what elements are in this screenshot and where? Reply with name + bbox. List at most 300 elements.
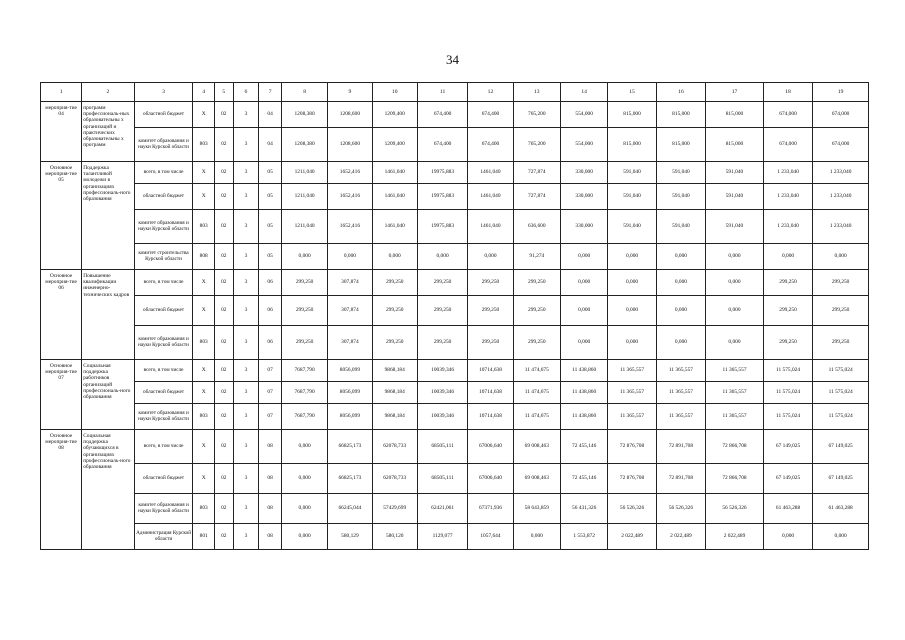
value-cell: 19975,883 — [417, 210, 467, 244]
measure-name: программ профессиональ-ных образовательны х организаций и практических образовательны х программ — [82, 102, 135, 162]
value-cell: 591,040 — [608, 162, 656, 184]
value-cell: 66825,173 — [328, 464, 372, 494]
funding-source: областной бюджет — [134, 184, 193, 210]
value-cell: 591,040 — [706, 162, 764, 184]
column-header: 1 — [41, 83, 82, 102]
value-cell: 1 233,040 — [763, 162, 812, 184]
value-cell: 299,250 — [372, 270, 417, 296]
value-cell: 765,200 — [513, 102, 560, 128]
column-header: 19 — [813, 83, 869, 102]
value-cell: 3 — [233, 162, 259, 184]
funding-source: всего, в том числе — [134, 270, 193, 296]
value-cell: 67 149,025 — [813, 430, 869, 464]
value-cell: 9868,184 — [372, 382, 417, 404]
value-cell: 0,000 — [281, 464, 327, 494]
value-cell: 72 876,708 — [608, 464, 656, 494]
column-header: 15 — [608, 83, 656, 102]
value-cell: 330,000 — [560, 162, 607, 184]
value-cell: 1652,416 — [328, 184, 372, 210]
value-cell: 815,000 — [656, 102, 705, 128]
value-cell: 299,250 — [417, 296, 467, 326]
value-cell: 61 463,288 — [813, 494, 869, 524]
value-cell: 7687,790 — [281, 382, 327, 404]
value-cell: 307,874 — [328, 326, 372, 360]
table-row — [41, 360, 869, 382]
value-cell: 0,000 — [608, 326, 656, 360]
value-cell: 0,000 — [281, 494, 327, 524]
value-cell: 1461,040 — [468, 210, 513, 244]
value-cell: 1211,040 — [281, 210, 327, 244]
value-cell: 0,000 — [706, 270, 764, 296]
value-cell: 3 — [233, 382, 259, 404]
value-cell: 72 891,708 — [656, 464, 705, 494]
value-cell: 0,000 — [513, 524, 560, 550]
value-cell: 3 — [233, 404, 259, 430]
value-cell: 08 — [259, 494, 282, 524]
header-row — [41, 83, 869, 102]
value-cell: 591,040 — [608, 210, 656, 244]
value-cell: 299,250 — [417, 270, 467, 296]
value-cell: 554,000 — [560, 102, 607, 128]
column-header: 3 — [134, 83, 193, 102]
value-cell: 02 — [215, 102, 234, 128]
value-cell: 3 — [233, 184, 259, 210]
value-cell: 815,000 — [706, 128, 764, 162]
value-cell: 56 526,326 — [608, 494, 656, 524]
value-cell: X — [193, 296, 215, 326]
value-cell: 591,040 — [656, 162, 705, 184]
column-header: 11 — [417, 83, 467, 102]
value-cell: 0,000 — [372, 244, 417, 270]
column-header: 5 — [215, 83, 234, 102]
value-cell: 66825,173 — [328, 430, 372, 464]
value-cell: 11 575,024 — [763, 360, 812, 382]
value-cell: 674,000 — [763, 128, 812, 162]
value-cell: 2 022,489 — [608, 524, 656, 550]
value-cell: 3 — [233, 102, 259, 128]
value-cell: 299,250 — [468, 270, 513, 296]
value-cell: 0,000 — [706, 326, 764, 360]
value-cell: 330,000 — [560, 184, 607, 210]
value-cell: 11 474,675 — [513, 404, 560, 430]
table-row — [41, 102, 869, 128]
table-row — [41, 244, 869, 270]
value-cell: 02 — [215, 360, 234, 382]
value-cell: 674,400 — [468, 102, 513, 128]
value-cell: 803 — [193, 210, 215, 244]
value-cell: 2 022,489 — [706, 524, 764, 550]
value-cell: 554,000 — [560, 128, 607, 162]
column-header: 9 — [328, 83, 372, 102]
value-cell: 56 526,326 — [656, 494, 705, 524]
value-cell: 67006,640 — [468, 464, 513, 494]
value-cell: 11 365,557 — [656, 404, 705, 430]
value-cell: 02 — [215, 270, 234, 296]
value-cell: 299,250 — [281, 296, 327, 326]
value-cell: 11 474,675 — [513, 382, 560, 404]
value-cell: 299,250 — [813, 296, 869, 326]
value-cell: 765,200 — [513, 128, 560, 162]
value-cell: 68505,111 — [417, 430, 467, 464]
value-cell: 299,250 — [813, 270, 869, 296]
value-cell: 07 — [259, 382, 282, 404]
value-cell: X — [193, 162, 215, 184]
value-cell: 299,250 — [417, 326, 467, 360]
value-cell: 08 — [259, 430, 282, 464]
value-cell: 1652,416 — [328, 210, 372, 244]
table-row — [41, 162, 869, 184]
value-cell: 1 233,040 — [763, 210, 812, 244]
value-cell: 8056,099 — [328, 404, 372, 430]
value-cell: 11 575,024 — [763, 404, 812, 430]
value-cell: 1208,380 — [281, 102, 327, 128]
value-cell: 1461,040 — [468, 162, 513, 184]
funding-source: областной бюджет — [134, 102, 193, 128]
value-cell: 1208,600 — [328, 102, 372, 128]
value-cell: 62078,733 — [372, 464, 417, 494]
value-cell: 307,874 — [328, 296, 372, 326]
value-cell: 299,250 — [281, 326, 327, 360]
value-cell: 67006,640 — [468, 430, 513, 464]
value-cell: 10039,346 — [417, 404, 467, 430]
value-cell: X — [193, 102, 215, 128]
value-cell: 1211,040 — [281, 184, 327, 210]
value-cell: 727,874 — [513, 162, 560, 184]
funding-source: Администрация Курской области — [134, 524, 193, 550]
value-cell: 02 — [215, 464, 234, 494]
value-cell: 674,000 — [813, 102, 869, 128]
value-cell: 11 365,557 — [656, 382, 705, 404]
table-row — [41, 382, 869, 404]
value-cell: 11 438,860 — [560, 404, 607, 430]
value-cell: X — [193, 270, 215, 296]
value-cell: 0,000 — [706, 244, 764, 270]
value-cell: 08 — [259, 464, 282, 494]
value-cell: 02 — [215, 430, 234, 464]
value-cell: 1652,416 — [328, 162, 372, 184]
value-cell: 0,000 — [560, 296, 607, 326]
value-cell: 02 — [215, 524, 234, 550]
value-cell: 1 233,040 — [813, 210, 869, 244]
value-cell: 11 575,024 — [763, 382, 812, 404]
value-cell: 727,874 — [513, 184, 560, 210]
funding-source: всего, в том числе — [134, 162, 193, 184]
value-cell: 299,250 — [763, 326, 812, 360]
value-cell: 69 008,463 — [513, 464, 560, 494]
value-cell: 815,000 — [656, 128, 705, 162]
value-cell: 3 — [233, 360, 259, 382]
value-cell: 02 — [215, 382, 234, 404]
column-header: 12 — [468, 83, 513, 102]
measure-name: Поддержка талантливой молодежи в организациях профессиональ-ного образования — [82, 162, 135, 270]
value-cell: 299,250 — [372, 326, 417, 360]
funding-source: комитет образования и науки Курской области — [134, 326, 193, 360]
column-header: 7 — [259, 83, 282, 102]
value-cell: 04 — [259, 102, 282, 128]
value-cell: X — [193, 184, 215, 210]
value-cell: 1057,644 — [468, 524, 513, 550]
value-cell: 72 866,708 — [706, 430, 764, 464]
column-header: 4 — [193, 83, 215, 102]
value-cell: 62421,061 — [417, 494, 467, 524]
value-cell: 591,040 — [706, 184, 764, 210]
value-cell: 11 365,557 — [706, 382, 764, 404]
value-cell: 06 — [259, 270, 282, 296]
value-cell: 72 866,708 — [706, 464, 764, 494]
value-cell: 1209,400 — [372, 102, 417, 128]
value-cell: 3 — [233, 128, 259, 162]
value-cell: 05 — [259, 210, 282, 244]
value-cell: 9868,184 — [372, 360, 417, 382]
value-cell: 06 — [259, 296, 282, 326]
value-cell: 02 — [215, 326, 234, 360]
funding-source: областной бюджет — [134, 296, 193, 326]
value-cell: 02 — [215, 210, 234, 244]
value-cell: 7687,790 — [281, 404, 327, 430]
value-cell: 1211,040 — [281, 162, 327, 184]
value-cell: 56 431,326 — [560, 494, 607, 524]
value-cell: 10039,346 — [417, 360, 467, 382]
value-cell: 299,250 — [372, 296, 417, 326]
value-cell: 674,400 — [417, 102, 467, 128]
value-cell: 0,000 — [656, 296, 705, 326]
value-cell: 19975,883 — [417, 162, 467, 184]
value-cell: 674,400 — [417, 128, 467, 162]
measure-label: Основное мероприя-тие 08 — [41, 430, 82, 550]
value-cell: 11 575,024 — [813, 360, 869, 382]
value-cell: 803 — [193, 494, 215, 524]
column-header: 14 — [560, 83, 607, 102]
value-cell: 815,000 — [706, 102, 764, 128]
value-cell: 08 — [259, 524, 282, 550]
column-header: 2 — [82, 83, 135, 102]
value-cell: 3 — [233, 210, 259, 244]
table-row — [41, 404, 869, 430]
column-header: 17 — [706, 83, 764, 102]
value-cell: 299,250 — [513, 296, 560, 326]
value-cell: 808 — [193, 244, 215, 270]
value-cell: 02 — [215, 404, 234, 430]
value-cell: 1208,600 — [328, 128, 372, 162]
value-cell: 68505,111 — [417, 464, 467, 494]
funding-source: комитет строительства Курской области — [134, 244, 193, 270]
value-cell: 299,250 — [763, 270, 812, 296]
value-cell: 674,000 — [763, 102, 812, 128]
column-header: 16 — [656, 83, 705, 102]
value-cell: 299,250 — [281, 270, 327, 296]
value-cell: 7687,790 — [281, 360, 327, 382]
value-cell: 11 365,557 — [608, 360, 656, 382]
value-cell: 1129,077 — [417, 524, 467, 550]
value-cell: 11 438,860 — [560, 382, 607, 404]
value-cell: 815,000 — [608, 128, 656, 162]
value-cell: 06 — [259, 326, 282, 360]
value-cell: 1 233,040 — [763, 184, 812, 210]
table-row — [41, 128, 869, 162]
value-cell: 0,000 — [656, 244, 705, 270]
value-cell: 02 — [215, 128, 234, 162]
value-cell: 299,250 — [813, 326, 869, 360]
value-cell: 299,250 — [513, 326, 560, 360]
value-cell: 674,000 — [813, 128, 869, 162]
value-cell: 815,000 — [608, 102, 656, 128]
value-cell: 61 463,288 — [763, 494, 812, 524]
value-cell: 803 — [193, 404, 215, 430]
measure-label: мероприя-тие 04 — [41, 102, 82, 162]
value-cell: 0,000 — [560, 326, 607, 360]
value-cell: 62078,733 — [372, 430, 417, 464]
column-header: 8 — [281, 83, 327, 102]
funding-source: всего, в том числе — [134, 430, 193, 464]
value-cell: 299,250 — [468, 296, 513, 326]
value-cell: 3 — [233, 430, 259, 464]
value-cell: 0,000 — [468, 244, 513, 270]
funding-source: комитет образования и науки Курской области — [134, 210, 193, 244]
value-cell: 9868,184 — [372, 404, 417, 430]
value-cell: 580,129 — [328, 524, 372, 550]
value-cell: 8056,099 — [328, 382, 372, 404]
funding-source: комитет образования и науки Курской области — [134, 404, 193, 430]
value-cell: 02 — [215, 184, 234, 210]
value-cell: 0,000 — [560, 270, 607, 296]
table-row — [41, 326, 869, 360]
value-cell: X — [193, 360, 215, 382]
value-cell: 0,000 — [281, 244, 327, 270]
table-row — [41, 524, 869, 550]
value-cell: 0,000 — [281, 524, 327, 550]
table-row — [41, 464, 869, 494]
funding-source: областной бюджет — [134, 382, 193, 404]
value-cell: 07 — [259, 360, 282, 382]
column-header: 10 — [372, 83, 417, 102]
budget-table — [40, 82, 869, 550]
funding-source: всего, в том числе — [134, 360, 193, 382]
value-cell: 1461,040 — [468, 184, 513, 210]
value-cell: 11 438,860 — [560, 360, 607, 382]
value-cell: 803 — [193, 326, 215, 360]
column-header: 6 — [233, 83, 259, 102]
value-cell: 56 526,326 — [706, 494, 764, 524]
value-cell: 3 — [233, 524, 259, 550]
value-cell: 72 876,708 — [608, 430, 656, 464]
page-number: 34 — [446, 52, 459, 67]
value-cell: 11 365,557 — [608, 382, 656, 404]
table-row — [41, 494, 869, 524]
value-cell: 07 — [259, 404, 282, 430]
value-cell: 591,040 — [656, 184, 705, 210]
value-cell: 299,250 — [468, 326, 513, 360]
value-cell: 67 149,025 — [763, 464, 812, 494]
value-cell: 11 365,557 — [608, 404, 656, 430]
value-cell: 299,250 — [513, 270, 560, 296]
value-cell: 11 365,557 — [706, 360, 764, 382]
funding-source: комитет образования и науки Курской области — [134, 128, 193, 162]
funding-source: областной бюджет — [134, 464, 193, 494]
value-cell: 72 891,708 — [656, 430, 705, 464]
value-cell: 02 — [215, 244, 234, 270]
value-cell: 580,120 — [372, 524, 417, 550]
value-cell: 0,000 — [608, 296, 656, 326]
value-cell: 11 575,024 — [813, 404, 869, 430]
value-cell: 0,000 — [328, 244, 372, 270]
value-cell: 1461,040 — [372, 162, 417, 184]
value-cell: 69 008,463 — [513, 430, 560, 464]
value-cell: 3 — [233, 244, 259, 270]
value-cell: 05 — [259, 162, 282, 184]
value-cell: 591,040 — [608, 184, 656, 210]
value-cell: 72 455,146 — [560, 430, 607, 464]
value-cell: 11 575,024 — [813, 382, 869, 404]
value-cell: 0,000 — [813, 244, 869, 270]
value-cell: 299,250 — [763, 296, 812, 326]
value-cell: 1 553,872 — [560, 524, 607, 550]
value-cell: 0,000 — [417, 244, 467, 270]
value-cell: 0,000 — [560, 244, 607, 270]
value-cell: 10714,638 — [468, 360, 513, 382]
value-cell: 11 365,557 — [706, 404, 764, 430]
measure-name: Повышение квалификации инженерно-технических кадров — [82, 270, 135, 360]
value-cell: 58 643,859 — [513, 494, 560, 524]
value-cell: 3 — [233, 326, 259, 360]
value-cell: X — [193, 430, 215, 464]
value-cell: 1209,400 — [372, 128, 417, 162]
value-cell: 2 022,489 — [656, 524, 705, 550]
value-cell: 3 — [233, 494, 259, 524]
value-cell: 1 233,040 — [813, 184, 869, 210]
value-cell: 0,000 — [656, 270, 705, 296]
value-cell: 330,000 — [560, 210, 607, 244]
value-cell: 67 149,025 — [813, 464, 869, 494]
value-cell: 307,874 — [328, 270, 372, 296]
value-cell: 0,000 — [608, 244, 656, 270]
value-cell: X — [193, 464, 215, 494]
value-cell: 1461,040 — [372, 184, 417, 210]
table-row — [41, 184, 869, 210]
value-cell: 10714,638 — [468, 404, 513, 430]
value-cell: 803 — [193, 128, 215, 162]
value-cell: 591,040 — [656, 210, 705, 244]
funding-source: комитет образования и науки Курской области — [134, 494, 193, 524]
value-cell: 04 — [259, 128, 282, 162]
value-cell: 0,000 — [656, 326, 705, 360]
value-cell: 0,000 — [813, 524, 869, 550]
value-cell: 05 — [259, 184, 282, 210]
value-cell: 1 233,040 — [813, 162, 869, 184]
value-cell: 11 365,557 — [656, 360, 705, 382]
value-cell: 674,400 — [468, 128, 513, 162]
column-header: 13 — [513, 83, 560, 102]
value-cell: 66245,044 — [328, 494, 372, 524]
value-cell: 67 149,025 — [763, 430, 812, 464]
value-cell: 05 — [259, 244, 282, 270]
column-header: 18 — [763, 83, 812, 102]
table-row — [41, 430, 869, 464]
value-cell: 801 — [193, 524, 215, 550]
measure-name: Социальная поддержка работников организаций профессиональ-ного образования — [82, 360, 135, 430]
value-cell: 0,000 — [281, 430, 327, 464]
value-cell: 57429,699 — [372, 494, 417, 524]
value-cell: 0,000 — [763, 244, 812, 270]
table-row — [41, 270, 869, 296]
value-cell: 02 — [215, 296, 234, 326]
value-cell: 1208,380 — [281, 128, 327, 162]
value-cell: 636,600 — [513, 210, 560, 244]
value-cell: 91,274 — [513, 244, 560, 270]
measure-label: Основное мероприя-тие 07 — [41, 360, 82, 430]
value-cell: X — [193, 382, 215, 404]
table-row — [41, 296, 869, 326]
value-cell: 72 455,146 — [560, 464, 607, 494]
